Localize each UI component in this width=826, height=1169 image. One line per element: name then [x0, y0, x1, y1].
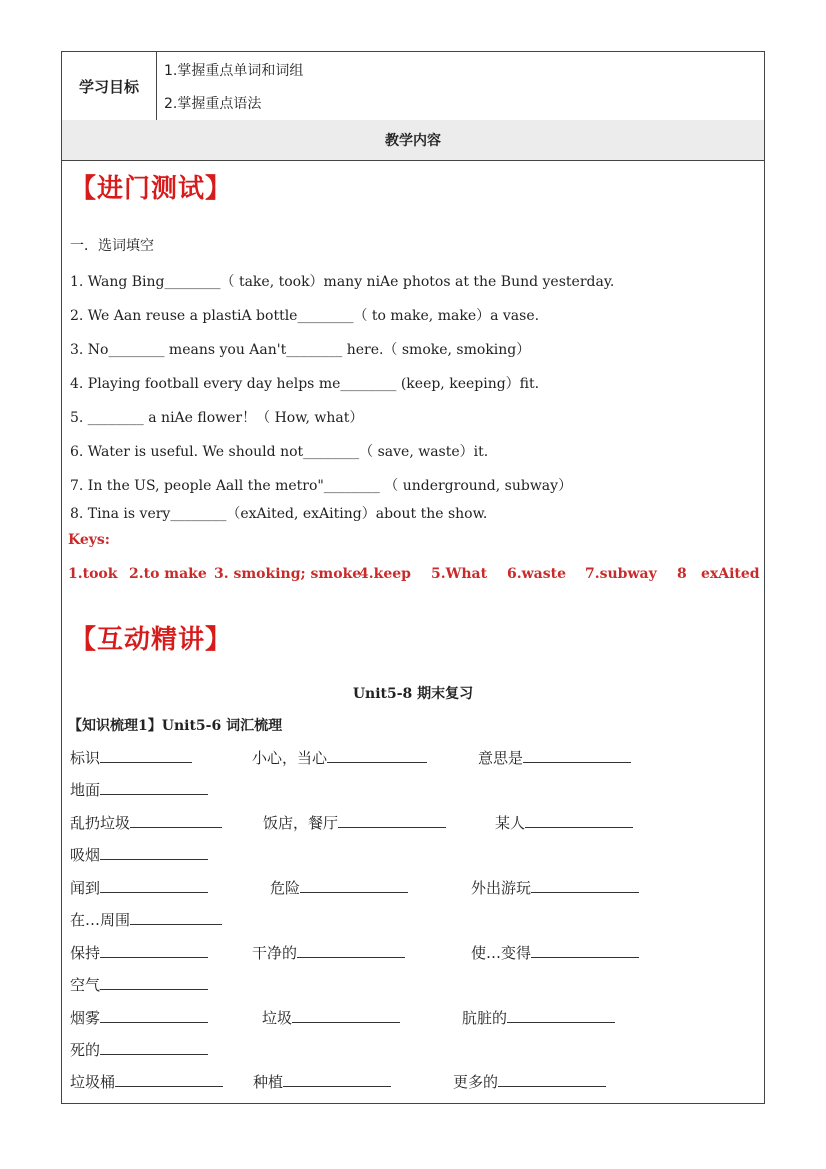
- key-4: 4.keep: [359, 566, 411, 582]
- vocab-item: 外出游玩: [471, 877, 639, 898]
- vocab-row-6: [70, 909, 760, 931]
- question-2: 2. We Aan reuse a plastiA bottle________（ to make, make）a vase.: [70, 308, 540, 324]
- key-5: 5.What: [431, 566, 488, 582]
- vocab-item: 干净的: [252, 942, 405, 963]
- question-4: 4. Playing football every day helps me________ (keep, keeping）fit.: [70, 376, 540, 392]
- key-3: 3. smoking; smoke: [214, 566, 362, 582]
- vocab-item: 某人: [495, 812, 633, 833]
- key-6: 6.waste: [507, 566, 566, 582]
- vocab-row-9: [70, 1007, 760, 1029]
- vocab-item: 闻到: [70, 877, 208, 898]
- vocab-row-5: [70, 877, 760, 899]
- question-6: 6. Water is useful. We should not________（ save, waste）it.: [70, 444, 489, 460]
- vocab-item: 吸烟: [70, 844, 208, 865]
- vocab-item: 意思是: [478, 747, 631, 768]
- vocab-item: 死的: [70, 1039, 208, 1060]
- key-7: 7.subway: [585, 566, 657, 582]
- vocab-item: 危险: [270, 877, 408, 898]
- vocab-item: 垃圾: [262, 1007, 400, 1028]
- vocab-item: 标识: [70, 747, 192, 768]
- interactive-heading: 【互动精讲】: [70, 625, 233, 655]
- unit-title: Unit5-8 期末复习: [352, 686, 474, 702]
- section-title: 一．选词填空: [70, 238, 154, 254]
- question-5: 5. ________ a niAe flower！（ How, what）: [70, 410, 364, 426]
- content-header: 教学内容: [62, 120, 764, 161]
- key-8: 8: [677, 566, 687, 582]
- question-8: 8. Tina is very________（exAited, exAiting）about the show.: [70, 506, 488, 522]
- vocab-row-3: [70, 812, 760, 834]
- vocab-row-4: [70, 844, 760, 866]
- vocab-item: 空气: [70, 974, 208, 995]
- vocab-item: 乱扔垃圾: [70, 812, 222, 833]
- vocab-row-11: [70, 1071, 760, 1093]
- knowledge-title: 【知识梳理1】Unit5-6 词汇梳理: [68, 718, 283, 734]
- vocab-row-2: [70, 779, 760, 801]
- vocab-item: 种植: [253, 1071, 391, 1092]
- vocab-item: 更多的: [453, 1071, 606, 1092]
- key-1: 1.took: [68, 566, 118, 582]
- lesson-table: [61, 51, 765, 1104]
- vocab-row-10: [70, 1039, 760, 1061]
- question-7: 7. In the US, people Aall the metro"________ （ underground, subway）: [70, 478, 573, 494]
- question-3: 3. No________ means you Aan't________ here.（ smoke, smoking）: [70, 342, 531, 358]
- vocab-item: 垃圾桶: [70, 1071, 223, 1092]
- goals-row: [62, 52, 764, 121]
- key-8-answer: exAited: [701, 566, 760, 582]
- vocab-item: 使…变得: [471, 942, 639, 963]
- vocab-item: 饭店，餐厅: [263, 812, 446, 833]
- vocab-item: 保持: [70, 942, 208, 963]
- question-1: 1. Wang Bing________（ take, took）many niAe photos at the Bund yesterday.: [70, 274, 615, 290]
- goals-label: 学习目标: [62, 52, 157, 120]
- vocab-item: 肮脏的: [462, 1007, 615, 1028]
- vocab-row-8: [70, 974, 760, 996]
- keys-row: [68, 566, 764, 586]
- keys-label: Keys:: [68, 532, 110, 548]
- key-2: 2.to make: [129, 566, 207, 582]
- vocab-item: 地面: [70, 779, 208, 800]
- entry-test-heading: 【进门测试】: [70, 174, 233, 204]
- vocab-row-7: [70, 942, 760, 964]
- goal-item-2: 2.掌握重点语法: [164, 96, 262, 112]
- vocab-item: 烟雾: [70, 1007, 208, 1028]
- vocab-item: 在…周围: [70, 909, 222, 930]
- vocab-item: 小心，当心: [252, 747, 427, 768]
- goal-item-1: 1.掌握重点单词和词组: [164, 63, 304, 79]
- vocab-row-1: [70, 747, 760, 769]
